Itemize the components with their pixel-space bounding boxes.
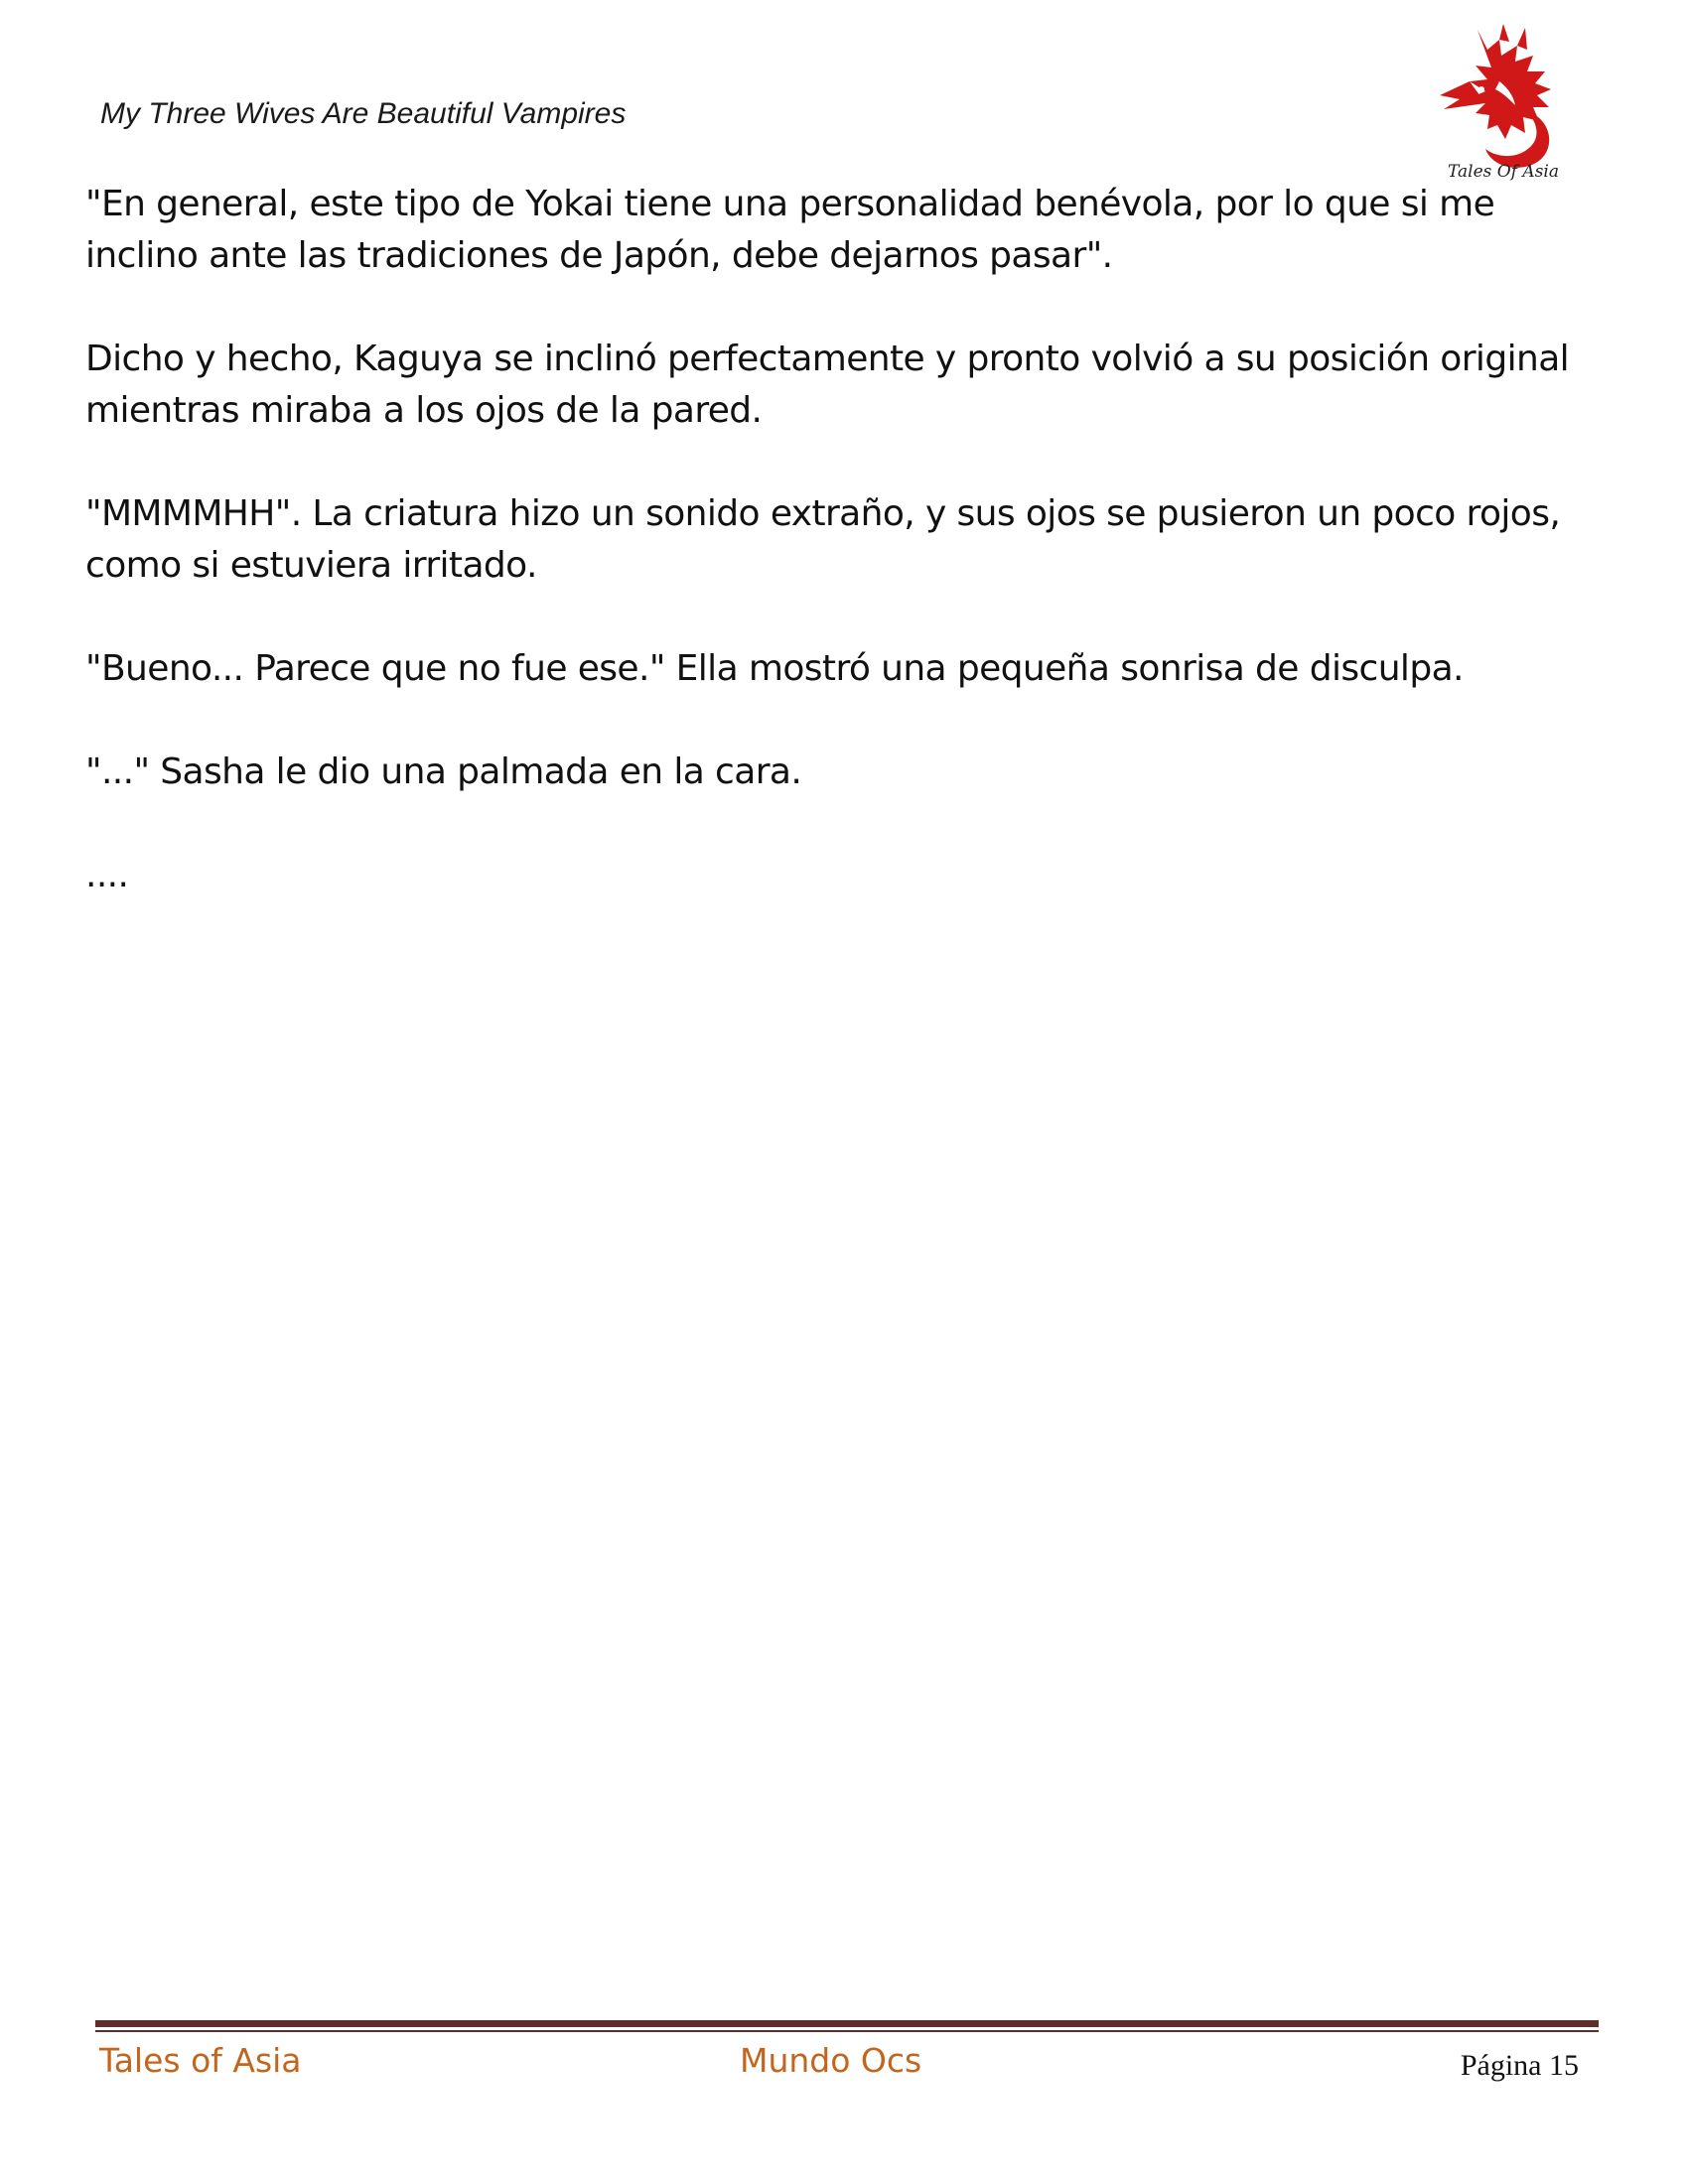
page-body bbox=[85, 179, 1605, 953]
paragraph: "Bueno... Parece que no fue ese." Ella mostró una pequeña sonrisa de disculpa. bbox=[85, 648, 1464, 689]
footer-divider-thick bbox=[95, 2020, 1599, 2027]
paragraph: .... bbox=[85, 855, 129, 895]
footer-divider-thin bbox=[95, 2030, 1599, 2032]
paragraph: "..." Sasha le dio una palmada en la cara. bbox=[85, 751, 802, 792]
svg-text:Tales Of Asia: Tales Of Asia bbox=[1448, 162, 1559, 181]
paragraph: Dicho y hecho, Kaguya se inclinó perfectamente y pronto volvió a su posición original mientras miraba a los ojos de la pared. bbox=[85, 339, 1570, 431]
header-title: My Three Wives Are Beautiful Vampires bbox=[100, 97, 627, 130]
footer-site-name: Tales of Asia bbox=[99, 2041, 302, 2080]
paragraph: "MMMMHH". La criatura hizo un sonido extraño, y sus ojos se pusieron un poco rojos, como si estuviera irritado. bbox=[85, 493, 1561, 586]
page-number: Página 15 bbox=[1460, 2049, 1579, 2082]
footer-section-name: Mundo Ocs bbox=[740, 2041, 922, 2080]
dragon-logo-icon bbox=[1430, 22, 1577, 181]
paragraph: "En general, este tipo de Yokai tiene una personalidad benévola, por lo que si me inclino ante las tradiciones de Japón, debe dejarnos pasar". bbox=[85, 184, 1495, 276]
